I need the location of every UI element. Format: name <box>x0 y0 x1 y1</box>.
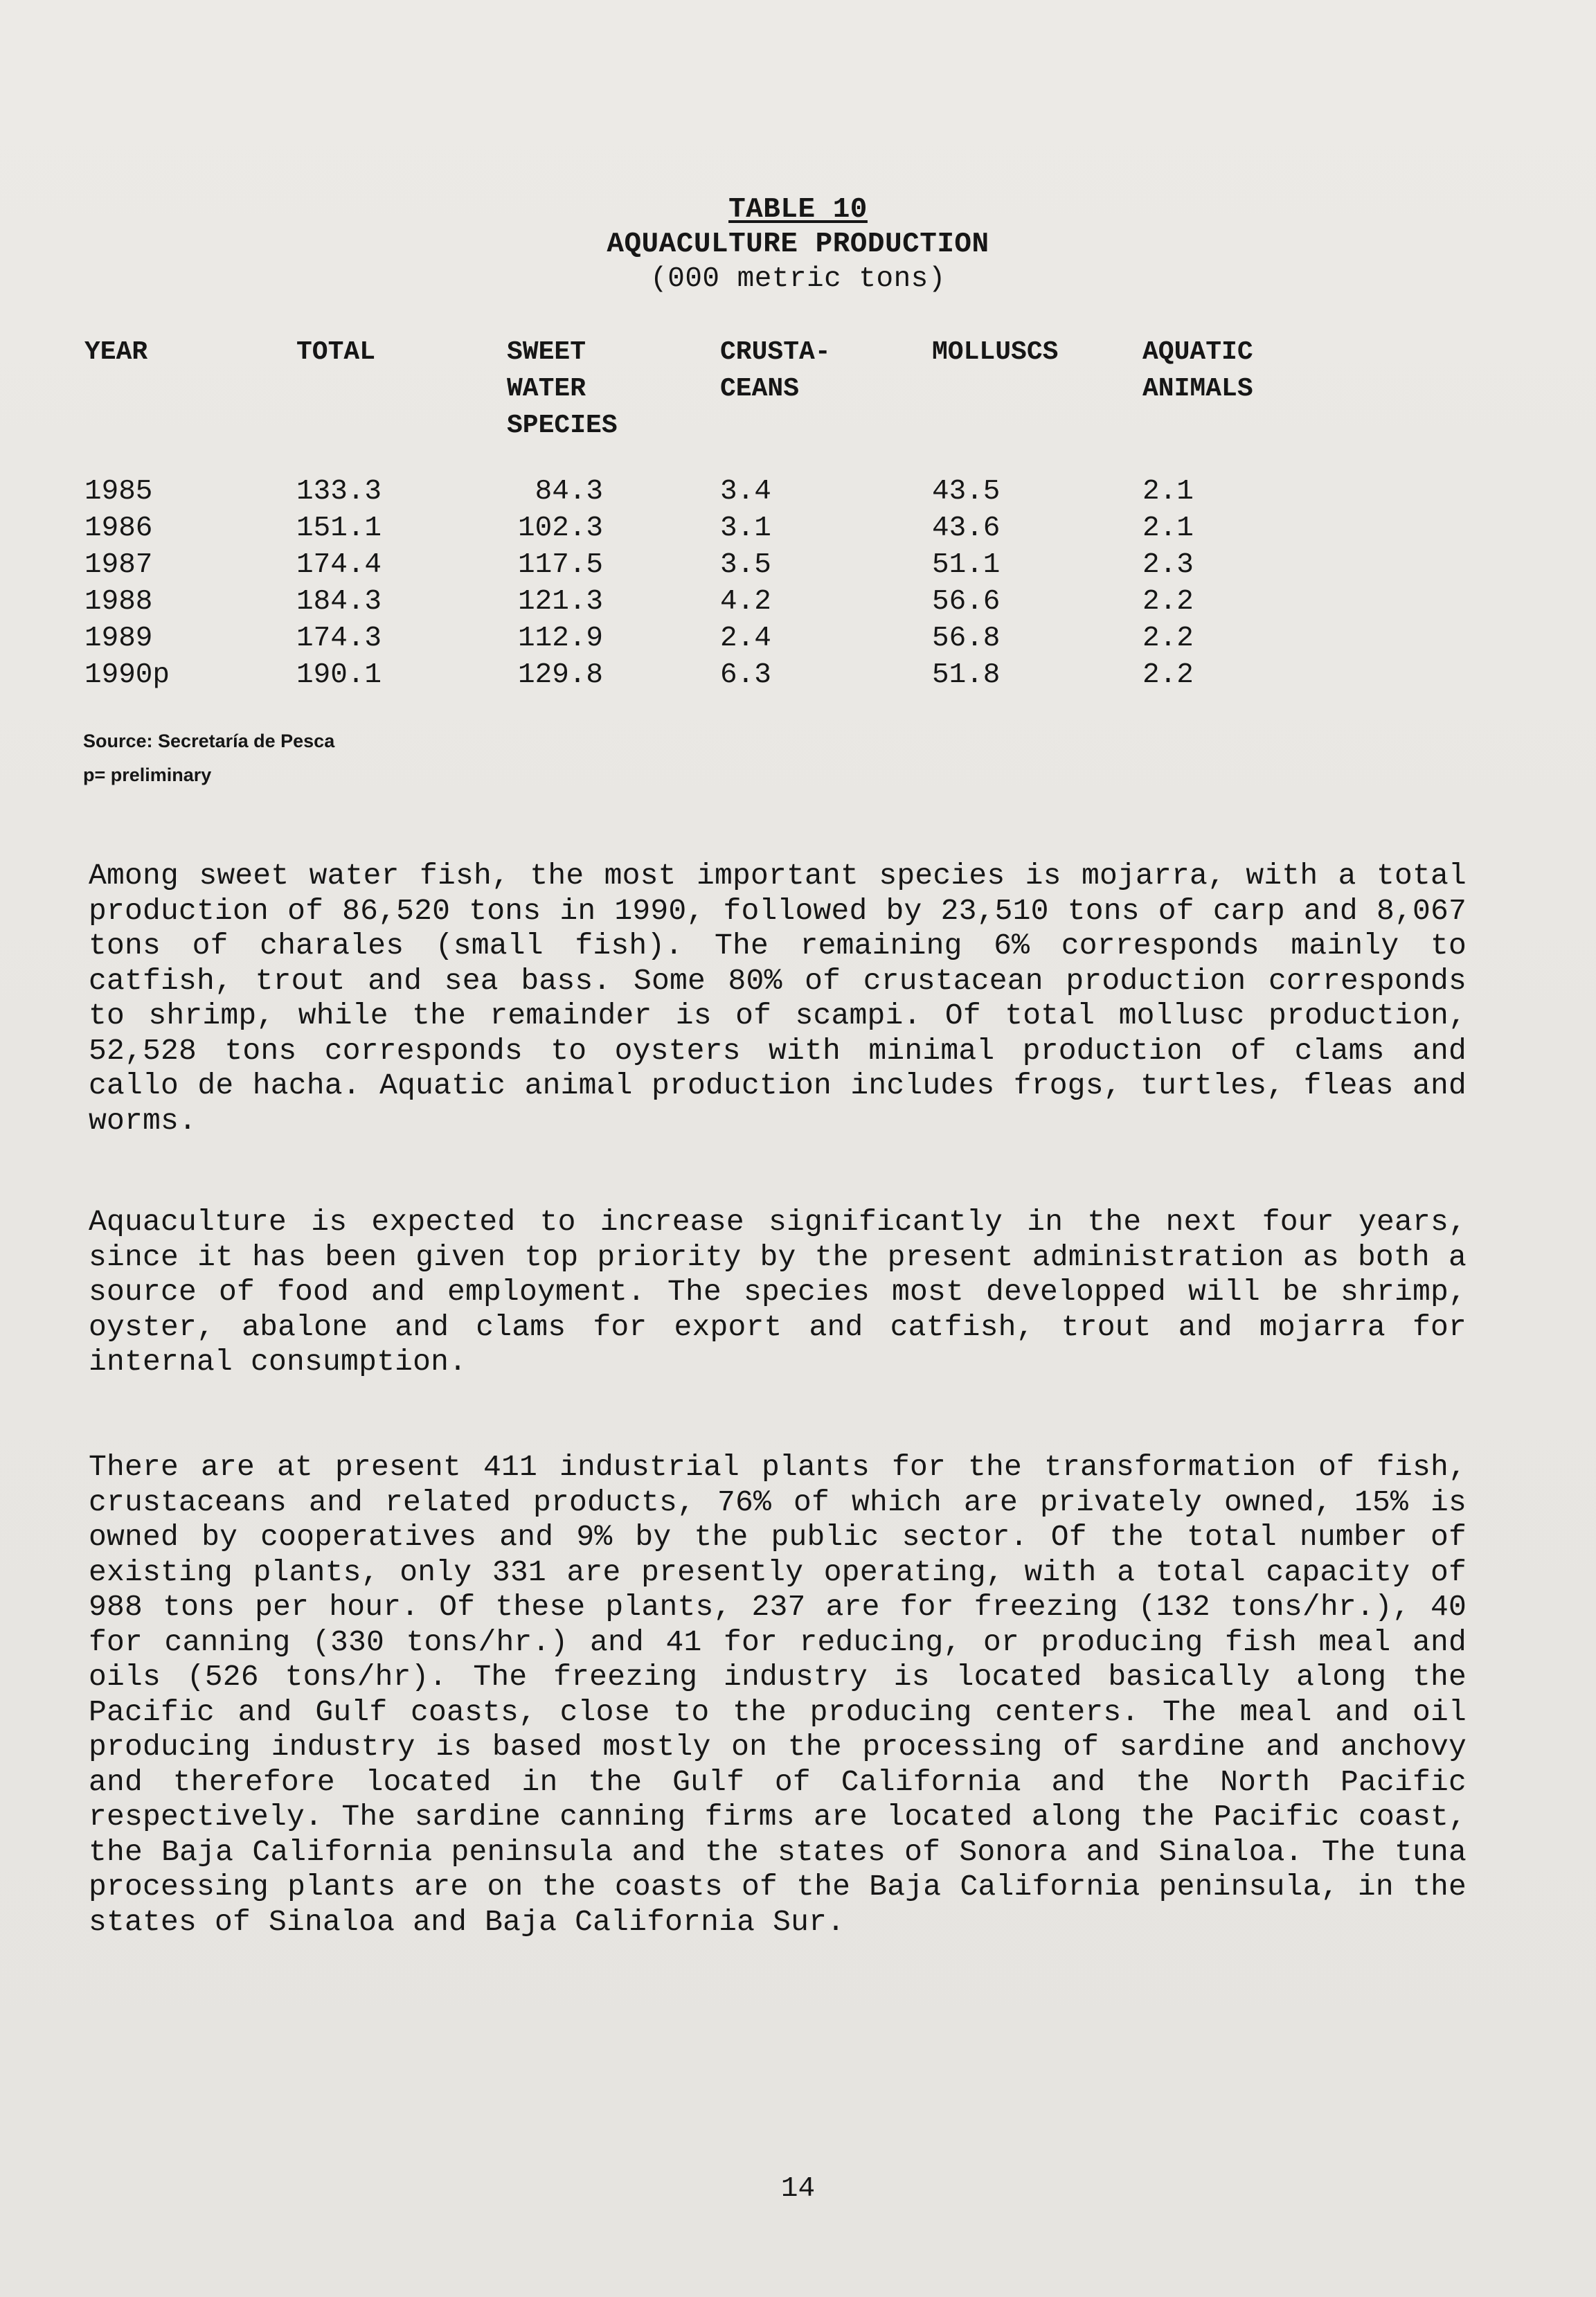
cell-sweet: 112.9 <box>518 623 604 654</box>
header-aquatic-animals: AQUATIC ANIMALS <box>1142 337 1253 404</box>
cell-aqua: 2.1 <box>1142 512 1194 544</box>
cell-total: 133.3 <box>296 476 382 508</box>
paragraph: Among sweet water fish, the most important species is mojarra, with a total production of 86,520 tons in 1990, followed by 23,510 tons of carp and 8,067 tons of charales (small fish). The remaining 6% corresponds mainly to catfish, trout and sea bass. Some 80% of crustacean production corresponds to shrimp, while the remainder is of scampi. Of total mollusc production, 52,528 tons corresponds to oysters with minimal production of clams and callo de hacha. Aquatic animal production includes frogs, turtles, fleas and worms. <box>89 859 1467 1138</box>
table-row <box>0 584 1596 620</box>
cell-aqua: 2.3 <box>1142 549 1194 581</box>
cell-crust: 3.5 <box>720 549 771 581</box>
cell-year: 1986 <box>84 512 153 544</box>
cell-crust: 6.3 <box>720 659 771 691</box>
cell-moll: 43.5 <box>932 476 1001 508</box>
cell-moll: 56.6 <box>932 586 1001 618</box>
header-crustaceans: CRUSTA- CEANS <box>720 337 831 404</box>
cell-total: 190.1 <box>296 659 382 691</box>
cell-total: 174.4 <box>296 549 382 581</box>
cell-crust: 4.2 <box>720 586 771 618</box>
table-unit: (000 metric tons) <box>650 263 946 295</box>
table-row <box>0 620 1596 657</box>
cell-sweet: 121.3 <box>518 586 604 618</box>
cell-total: 184.3 <box>296 586 382 618</box>
cell-moll: 43.6 <box>932 512 1001 544</box>
cell-crust: 3.1 <box>720 512 771 544</box>
header-year: YEAR <box>84 337 148 367</box>
header-sweet-water-species: SWEET WATER SPECIES <box>507 337 618 440</box>
table-row <box>0 510 1596 547</box>
cell-moll: 51.1 <box>932 549 1001 581</box>
table-footnote: p= preliminary <box>83 765 212 785</box>
table-title: AQUACULTURE PRODUCTION <box>607 229 989 260</box>
cell-aqua: 2.2 <box>1142 659 1194 691</box>
table-number: TABLE 10 <box>728 194 868 226</box>
cell-sweet: 102.3 <box>518 512 604 544</box>
cell-sweet: 117.5 <box>518 549 604 581</box>
paragraph: There are at present 411 industrial plants for the transformation of fish, crustaceans and related products, 76% of which are privately owned, 15% is owned by cooperatives and 9% by the public sector. Of the total number of existing plants, only 331 are presently operating, with a total capacity of 988 tons per hour. Of these plants, 237 are for freezing (132 tons/hr.), 40 for canning (330 tons/hr.) and 41 for reducing, or producing fish meal and oils (526 tons/hr). The freezing industry is located basically along the Pacific and Gulf coasts, close to the producing centers. The meal and oil producing industry is based mostly on the processing of sardine and anchovy and therefore located in the Gulf of California and the North Pacific respectively. The sardine canning firms are located along the Pacific coast, the Baja California peninsula and the states of Sonora and Sinaloa. The tuna processing plants are on the coasts of the Baja California peninsula, in the states of Sinaloa and Baja California Sur. <box>89 1450 1467 1939</box>
table-row <box>0 547 1596 584</box>
cell-total: 151.1 <box>296 512 382 544</box>
cell-year: 1988 <box>84 586 153 618</box>
header-total: TOTAL <box>296 337 376 367</box>
cell-aqua: 2.1 <box>1142 476 1194 508</box>
cell-year: 1990p <box>84 659 170 691</box>
cell-year: 1987 <box>84 549 153 581</box>
paragraph: Aquaculture is expected to increase significantly in the next four years, since it has been given top priority by the present administration as both a source of food and employment. The species most developped will be shrimp, oyster, abalone and clams for export and catfish, trout and mojarra for internal consumption. <box>89 1205 1467 1379</box>
cell-sweet: 129.8 <box>518 659 604 691</box>
table-heading <box>0 193 1596 296</box>
cell-aqua: 2.2 <box>1142 623 1194 654</box>
cell-aqua: 2.2 <box>1142 586 1194 618</box>
table-row <box>0 657 1596 694</box>
table-source: Source: Secretaría de Pesca <box>83 731 335 751</box>
cell-crust: 2.4 <box>720 623 771 654</box>
cell-moll: 56.8 <box>932 623 1001 654</box>
cell-total: 174.3 <box>296 623 382 654</box>
cell-sweet: 84.3 <box>518 476 604 508</box>
cell-crust: 3.4 <box>720 476 771 508</box>
cell-moll: 51.8 <box>932 659 1001 691</box>
cell-year: 1989 <box>84 623 153 654</box>
table-row <box>0 474 1596 510</box>
cell-year: 1985 <box>84 476 153 508</box>
header-molluscs: MOLLUSCS <box>932 337 1059 367</box>
page-number: 14 <box>780 2173 816 2205</box>
